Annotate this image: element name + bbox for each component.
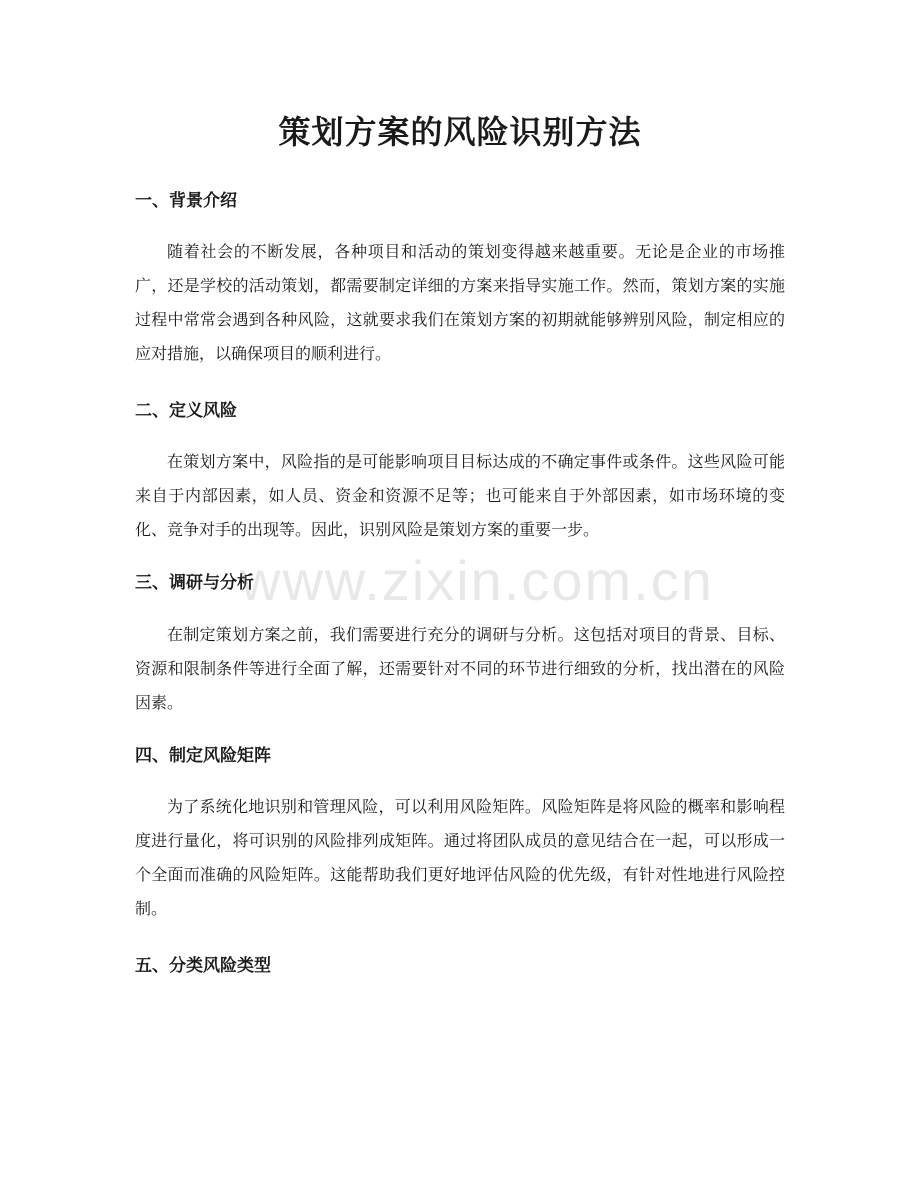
section-paragraph-risk-matrix: 为了系统化地识别和管理风险，可以利用风险矩阵。风险矩阵是将风险的概率和影响程度进行量化，将可识别的风险排列成矩阵。通过将团队成员的意见结合在一起，可以形成一个全面而准确的风险矩阵。这能帮助我们更好地评估风险的优先级，有针对性地进行风险控制。: [135, 797, 785, 918]
section-paragraph-background: 随着社会的不断发展，各种项目和活动的策划变得越来越重要。无论是企业的市场推广，还是学校的活动策划，都需要制定详细的方案来指导实施工作。然而，策划方案的实施过程中常常会遇到各种风险，这就要求我们在策划方案的初期就能够辨别风险，制定相应的应对措施，以确保项目的顺利进行。: [135, 242, 785, 363]
watermark: www.zixin.com.cn: [240, 549, 714, 612]
section-heading-define-risk: 二、定义风险: [135, 401, 237, 421]
section-paragraph-research: 在制定策划方案之前，我们需要进行充分的调研与分析。这包括对项目的背景、目标、资源和限制条件等进行全面了解，还需要针对不同的环节进行细致的分析，找出潜在的风险因素。: [135, 625, 785, 712]
section-paragraph-define-risk: 在策划方案中，风险指的是可能影响项目目标达成的不确定事件或条件。这些风险可能来自于内部因素，如人员、资金和资源不足等；也可能来自于外部因素，如市场环境的变化、竞争对手的出现等。因此，识别风险是策划方案的重要一步。: [135, 452, 785, 539]
section-heading-risk-types: 五、分类风险类型: [135, 956, 271, 976]
document-title: 策划方案的风险识别方法: [278, 113, 642, 151]
section-heading-risk-matrix: 四、制定风险矩阵: [135, 746, 271, 766]
section-heading-background: 一、背景介绍: [135, 191, 237, 211]
section-heading-research: 三、调研与分析: [135, 573, 254, 593]
